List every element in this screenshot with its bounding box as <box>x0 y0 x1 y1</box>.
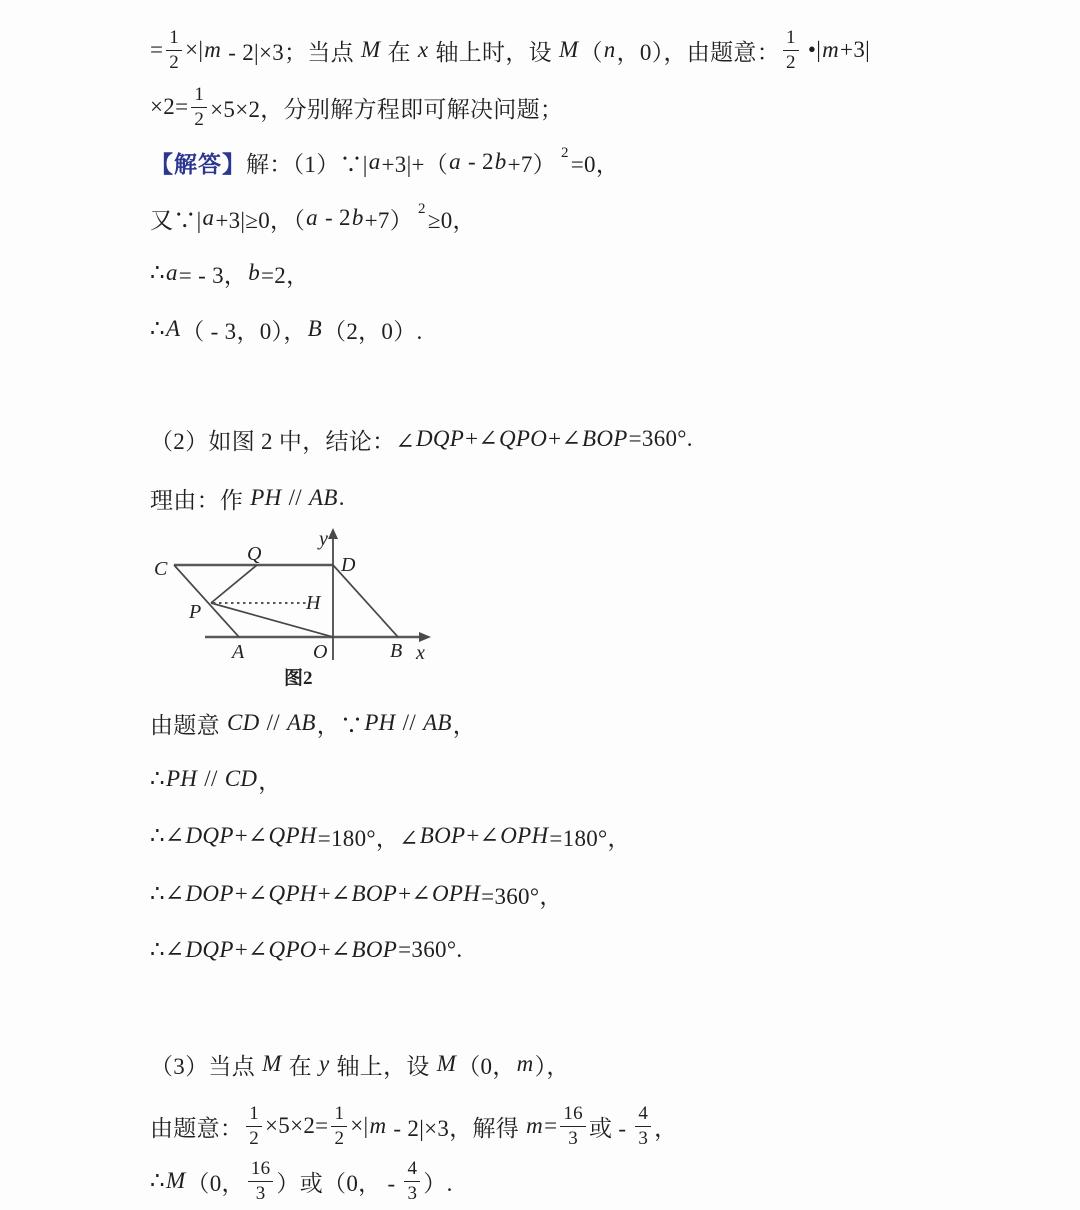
line-part2-conclusion: （2）如图 2 中，结论：∠ DQP +∠ QPO +∠ BOP =360°. <box>150 426 693 454</box>
label-point-b: B <box>390 640 403 662</box>
label-axis-x: x <box>416 642 425 664</box>
x-axis-arrow-icon <box>419 632 431 642</box>
label-point-c: C <box>154 558 168 580</box>
label-point-q: Q <box>247 543 262 565</box>
segment-ca <box>174 565 239 637</box>
line-cd-parallel-ab: 由题意 CD // AB ，∵ PH // AB ， <box>150 710 477 738</box>
label-point-p: P <box>189 601 202 623</box>
figure-2-diagram <box>138 521 478 703</box>
line-continuation-m-equation: = $\frac{1}{2}$ ×| m - 2|×3；当点 M 在 x 轴上时，设 M （ n ，0），由题意： $\frac{1}{2}$ •| m +3| <box>150 27 871 73</box>
label-axis-y: y <box>319 528 328 550</box>
figure-caption: 图2 <box>284 668 313 689</box>
line-part3-equation: 由题意： $\frac{1}{2}$ ×5×2= $\frac{1}{2}$ ×| m - 2|×3，解得 m = $\frac{16}{3}$ 或 - $\frac{4}{3}$ ， <box>150 1103 678 1149</box>
line-ph-parallel-cd: ∴ PH // CD ， <box>150 766 282 794</box>
line-a-b-values: ∴ a = - 3， b =2， <box>150 260 310 288</box>
line-angles-180: ∴∠ DQP +∠ QPH =180°，∠ BOP +∠ OPH =180°， <box>150 823 631 851</box>
line-points-ab: ∴ A （ - 3，0）， B （2，0）. <box>150 316 423 344</box>
label-point-h: H <box>306 592 321 614</box>
line-also-nonneg: 又∵| a +3|≥0，（ a - 2 b +7） 2 ≥0， <box>150 200 476 233</box>
line-angles-sum-360: ∴∠ DOP +∠ QPH +∠ BOP +∠ OPH =360°， <box>150 881 563 909</box>
line-reason-ph-parallel: 理由：作 PH // AB . <box>150 485 345 513</box>
label-point-a: A <box>232 641 245 663</box>
line-equation-solve: ×2= $\frac{1}{2}$ ×5×2，分别解方程即可解决问题； <box>150 84 564 130</box>
segment-qp <box>211 565 257 603</box>
line-part3-setup: （3）当点 M 在 y 轴上，设 M （0， m ）， <box>150 1051 570 1079</box>
line-answer-part1: 【解答】 解：（1）∵| a +3|+（ a - 2 b +7） 2 =0， <box>150 144 620 177</box>
label-point-o: O <box>313 641 328 663</box>
line-part3-answer: ∴ M （0， $\frac{16}{3}$ ）或（0， - $\frac{4}{3}$ ）. <box>150 1158 453 1204</box>
y-axis-arrow-icon <box>328 528 338 539</box>
line-angles-result-360: ∴∠ DQP +∠ QPO +∠ BOP =360°. <box>150 937 463 962</box>
figure-svg <box>138 521 478 703</box>
label-point-d: D <box>341 554 356 576</box>
